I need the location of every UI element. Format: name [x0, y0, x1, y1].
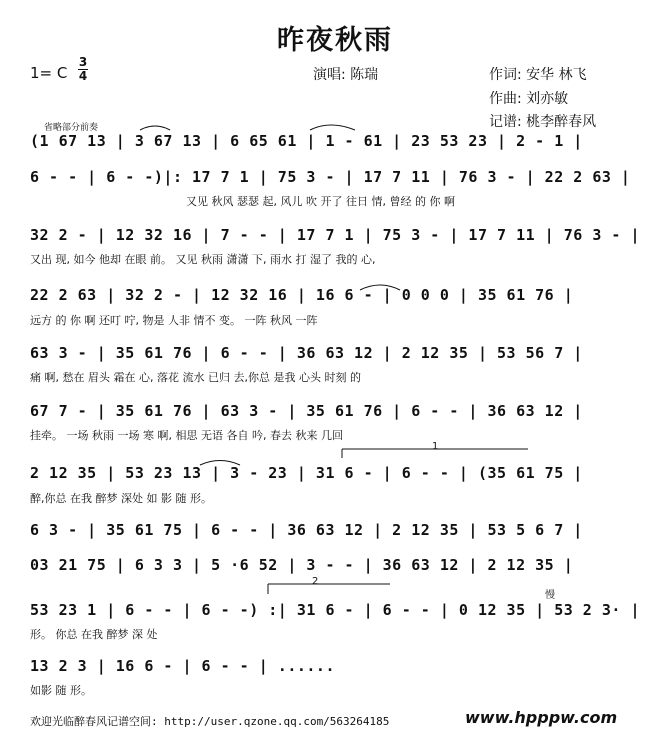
song-title: 昨夜秋雨: [277, 25, 393, 56]
tempo-mark: 慢: [545, 590, 555, 601]
score-row-11-notes: 13 2 3 | 16 6 - | 6 - - | ......: [30, 657, 335, 675]
second-ending-mark: 2: [312, 576, 319, 587]
score-row-7-notes: 2 12 35 | 53 23 13 | 3 - 23 | 31 6 - | 6 - - | (35 61 75 |: [30, 464, 583, 482]
score-row-2-lyrics: 又见 秋风 瑟瑟 起, 风儿 吹 开了 往日 情, 曾经 的 你 啊: [186, 195, 455, 208]
score-row-10-lyrics: 形。 你总 在我 醉梦 深 处: [30, 628, 158, 641]
score-row-9-notes: 03 21 75 | 6 3 3 | 5 ·6 52 | 3 - - | 36 63 12 | 2 12 35 |: [30, 556, 574, 574]
score-row-2-notes: 6 - - | 6 - -)|: 17 7 1 | 75 3 - | 17 7 11 | 76 3 - | 22 2 63 |: [30, 168, 631, 186]
score-row-5-notes: 63 3 - | 35 61 76 | 6 - - | 36 63 12 | 2 12 35 | 53 56 7 |: [30, 344, 583, 362]
transcriber: 记谱: 桃李醉春风: [489, 114, 597, 130]
score-row-3-notes: 32 2 - | 12 32 16 | 7 - - | 17 7 1 | 75 3 - | 17 7 11 | 76 3 - |: [30, 226, 640, 244]
site-watermark: www.hpppw.com: [465, 708, 618, 727]
score-row-10-notes: 53 23 1 | 6 - - | 6 - -) :| 31 6 - | 6 - - | 0 12 35 | 53 2 3· |: [30, 601, 640, 619]
score-row-11-lyrics: 如影 随 形。: [30, 684, 92, 697]
score-row-4-notes: 22 2 63 | 32 2 - | 12 32 16 | 16 6 - | 0 0 0 | 35 61 76 |: [30, 286, 574, 304]
score-row-6-lyrics: 挂牵。 一场 秋雨 一场 寒 啊, 相思 无语 各自 吟, 春去 秋来 几回: [30, 429, 343, 442]
score-row-4-lyrics: 远方 的 你 啊 还叮 咛, 物是 人非 情不 变。 一阵 秋风 一阵: [30, 314, 318, 327]
intro-note: 省略部分前奏: [44, 123, 99, 133]
composer: 作曲: 刘亦敏: [489, 91, 569, 107]
time-signature-bottom: 4: [78, 69, 88, 83]
score-row-8-notes: 6 3 - | 35 61 75 | 6 - - | 36 63 12 | 2 12 35 | 53 5 6 7 |: [30, 521, 583, 539]
first-ending-mark: 1: [432, 441, 439, 452]
score-row-1-notes: (1 67 13 | 3 67 13 | 6 65 61 | 1 - 61 | 23 53 23 | 2 - 1 |: [30, 132, 583, 150]
score-row-3-lyrics: 又出 现, 如今 他却 在眼 前。 又见 秋雨 潇潇 下, 雨水 打 湿了 我的 心,: [30, 253, 376, 266]
footer-text: 欢迎光临醉春风记谱空间: http://user.qzone.qq.com/563264185: [30, 715, 390, 728]
score-row-5-lyrics: 痛 啊, 愁在 眉头 霜在 心, 落花 流水 已归 去,你总 是我 心头 时刻 的: [30, 371, 361, 384]
lyricist: 作词: 安华 林飞: [489, 67, 587, 83]
singer: 演唱: 陈瑞: [313, 67, 379, 83]
key-signature: 1= C: [30, 64, 68, 82]
time-signature-top: 3: [78, 55, 88, 69]
score-row-7-lyrics: 醉,你总 在我 醉梦 深处 如 影 随 形。: [30, 492, 212, 505]
score-row-6-notes: 67 7 - | 35 61 76 | 63 3 - | 35 61 76 | 6 - - | 36 63 12 |: [30, 402, 583, 420]
